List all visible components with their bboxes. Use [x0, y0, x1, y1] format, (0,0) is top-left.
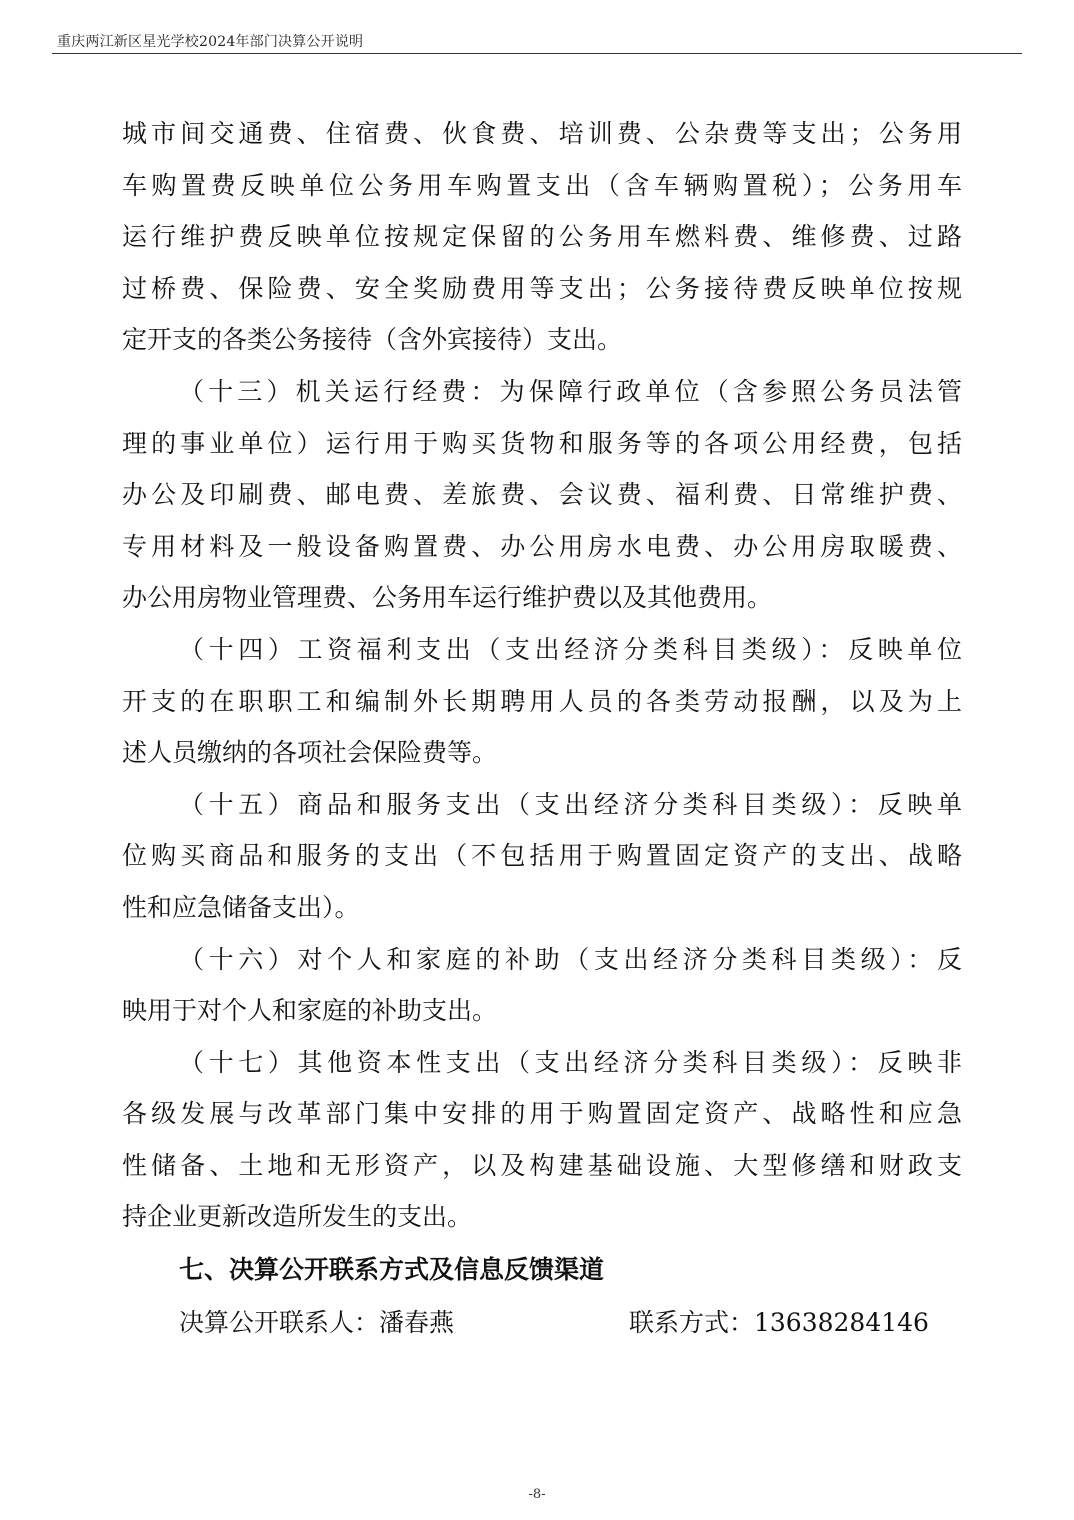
paragraph-line: 办公用房物业管理费、公务用车运行维护费以及其他费用。 — [122, 583, 773, 613]
paragraph-line: （十六）对个人和家庭的补助（支出经济分类科目类级）：反 — [179, 944, 962, 974]
paragraph-line: 持企业更新改造所发生的支出。 — [122, 1202, 473, 1232]
paragraph-line: 专用材料及一般设备购置费、办公用房水电费、办公用房取暖费、 — [122, 531, 962, 561]
document-body — [122, 108, 962, 1350]
paragraph-line: 性和应急储备支出）。 — [122, 892, 360, 922]
paragraph-line: 办公及印刷费、邮电费、差旅费、会议费、福利费、日常维护费、 — [122, 480, 962, 510]
contact-row — [122, 1296, 962, 1350]
contact-method: 联系方式：13638284146 — [629, 1308, 929, 1338]
paragraph-line: 述人员缴纳的各项社会保险费等。 — [122, 738, 498, 768]
contact-person: 决算公开联系人：潘春燕 — [179, 1308, 455, 1338]
paragraph-line: 定开支的各类公务接待（含外宾接待）支出。 — [122, 325, 623, 355]
paragraph-line: 车购置费反映单位公务用车购置支出（含车辆购置税）；公务用车 — [122, 170, 962, 200]
page-header-title: 重庆两江新区星光学校2024年部门决算公开说明 — [57, 34, 364, 50]
paragraph-line: （十七）其他资本性支出（支出经济分类科目类级）：反映非 — [179, 1047, 962, 1077]
paragraph-line: （十三）机关运行经费：为保障行政单位（含参照公务员法管 — [179, 376, 962, 406]
paragraph-line: 运行维护费反映单位按规定保留的公务用车燃料费、维修费、过路 — [122, 222, 962, 252]
paragraph-line: 映用于对个人和家庭的补助支出。 — [122, 996, 498, 1026]
page-number: -8- — [528, 1487, 546, 1502]
paragraph-line: 理的事业单位）运行用于购买货物和服务等的各项公用经费，包括 — [122, 428, 962, 458]
paragraph-line: 城市间交通费、住宿费、伙食费、培训费、公杂费等支出；公务用 — [122, 119, 962, 148]
paragraph-line: （十四）工资福利支出（支出经济分类科目类级）：反映单位 — [179, 634, 962, 664]
paragraph-line: 开支的在职职工和编制外长期聘用人员的各类劳动报酬，以及为上 — [122, 686, 962, 716]
paragraph-line: （十五）商品和服务支出（支出经济分类科目类级）：反映单 — [179, 789, 962, 819]
paragraph-line: 位购买商品和服务的支出（不包括用于购置固定资产的支出、战略 — [122, 841, 962, 871]
paragraph-line: 性储备、土地和无形资产，以及构建基础设施、大型修缮和财政支 — [122, 1150, 962, 1180]
section-heading: 七、决算公开联系方式及信息反馈渠道 — [179, 1255, 605, 1285]
paragraph-line: 过桥费、保险费、安全奖励费用等支出；公务接待费反映单位按规 — [122, 273, 962, 303]
header-divider — [52, 53, 1022, 54]
paragraph-line: 各级发展与改革部门集中安排的用于购置固定资产、战略性和应急 — [122, 1099, 962, 1129]
